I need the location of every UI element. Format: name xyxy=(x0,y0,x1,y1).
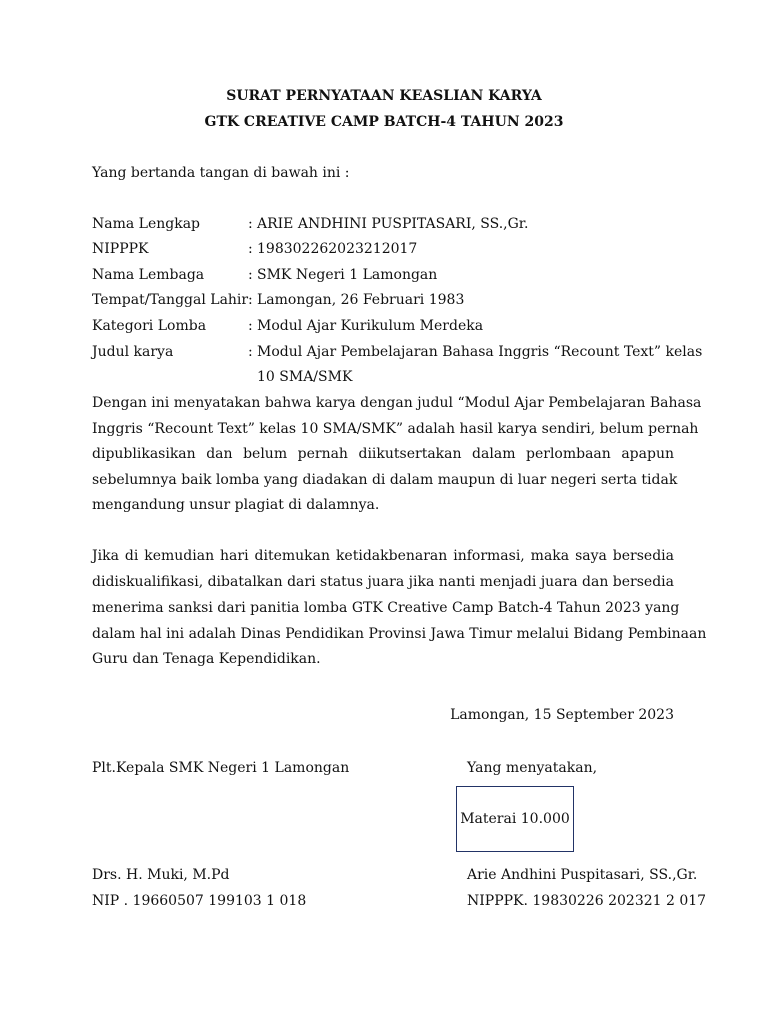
paragraph-line: Jika di kemudian hari ditemukan ketidakbenaran informasi, maka saya bersedia xyxy=(92,548,674,564)
paragraph-line: sebelumnya baik lomba yang diadakan di dalam maupun di luar negeri serta tidak xyxy=(92,472,678,488)
paragraph-line: Dengan ini menyatakan bahwa karya dengan judul “Modul Ajar Pembelajaran Bahasa xyxy=(92,395,702,411)
field-label: Nama Lengkap xyxy=(92,216,201,232)
paragraph-line: didiskualifikasi, dibatalkan dari status juara jika nanti menjadi juara dan bersedia xyxy=(92,574,674,590)
field-value: Modul Ajar Kurikulum Merdeka xyxy=(257,318,484,334)
stamp-box xyxy=(456,786,574,852)
right-signatory-role: Yang menyatakan, xyxy=(467,760,598,776)
field-label: Judul karya xyxy=(92,344,174,360)
stamp-label: Materai 10.000 xyxy=(460,811,570,827)
paragraph-line: Guru dan Tenaga Kependidikan. xyxy=(92,651,321,667)
left-signatory-id: NIP . 19660507 199103 1 018 xyxy=(92,893,307,909)
field-colon: : xyxy=(248,344,253,360)
field-colon: : xyxy=(248,318,253,334)
field-value: SMK Negeri 1 Lamongan xyxy=(257,267,438,283)
field-value: Modul Ajar Pembelajaran Bahasa Inggris “Recount Text” kelas xyxy=(257,344,703,360)
place-date: Lamongan, 15 September 2023 xyxy=(450,707,674,723)
right-signatory-name: Arie Andhini Puspitasari, SS.,Gr. xyxy=(467,867,698,883)
document-title: SURAT PERNYATAAN KEASLIAN KARYA xyxy=(226,88,542,104)
paragraph-line: Inggris “Recount Text” kelas 10 SMA/SMK” adalah hasil karya sendiri, belum pernah xyxy=(92,421,699,437)
field-label: Kategori Lomba xyxy=(92,318,207,334)
field-value: 198302262023212017 xyxy=(257,241,418,257)
paragraph-line: menerima sanksi dari panitia lomba GTK Creative Camp Batch-4 Tahun 2023 yang xyxy=(92,600,680,616)
right-signatory-id: NIPPPK. 19830226 202321 2 017 xyxy=(467,893,707,909)
paragraph-line: dalam hal ini adalah Dinas Pendidikan Provinsi Jawa Timur melalui Bidang Pembinaan xyxy=(92,626,707,642)
document-subtitle: GTK CREATIVE CAMP BATCH-4 TAHUN 2023 xyxy=(204,114,564,130)
left-signatory-name: Drs. H. Muki, M.Pd xyxy=(92,867,230,883)
field-colon: : xyxy=(248,216,253,232)
field-colon: : xyxy=(248,292,253,308)
field-value-continued: 10 SMA/SMK xyxy=(257,369,353,385)
intro-text: Yang bertanda tangan di bawah ini : xyxy=(92,165,350,181)
field-colon: : xyxy=(248,241,253,257)
field-value: Lamongan, 26 Februari 1983 xyxy=(257,292,465,308)
field-label: NIPPPK xyxy=(92,241,149,257)
field-value: ARIE ANDHINI PUSPITASARI, SS.,Gr. xyxy=(257,216,529,232)
field-colon: : xyxy=(248,267,253,283)
field-label: Nama Lembaga xyxy=(92,267,205,283)
left-signatory-role: Plt.Kepala SMK Negeri 1 Lamongan xyxy=(92,760,350,776)
paragraph-line: dipublikasikan dan belum pernah diikutsertakan dalam perlombaan apapun xyxy=(92,446,674,462)
field-label: Tempat/Tanggal Lahir xyxy=(92,292,249,308)
paragraph-line: mengandung unsur plagiat di dalamnya. xyxy=(92,497,380,513)
